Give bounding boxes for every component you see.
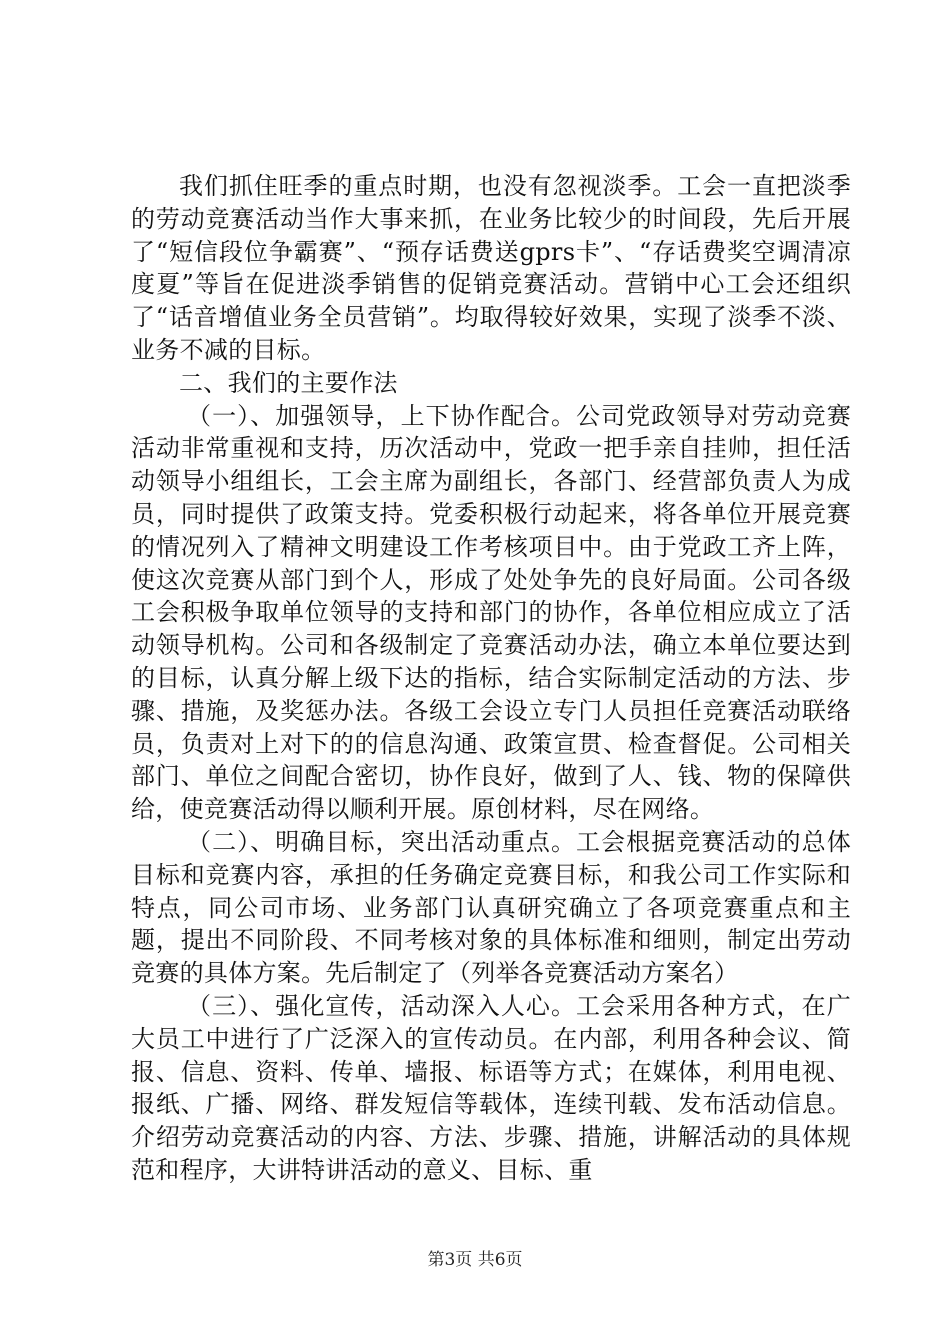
paragraph-publicity: （三）、强化宣传，活动深入人心。工会采用各种方式，在广大员工中进行了广泛深入的宣传动员。在内部，利用各种会议、简报、信息、资料、传单、墙报、标语等方式；在媒体，利用电视、报纸、广播、网络、群发短信等载体，连续刊载、发布活动信息。介绍劳动竞赛活动的内容、方法、步骤、措施，讲解活动的具体规范和程序，大讲特讲活动的意义、目标、重 bbox=[131, 991, 851, 1184]
document-body bbox=[131, 170, 851, 1187]
paragraph-off-season: 我们抓住旺季的重点时期，也没有忽视淡季。工会一直把淡季的劳动竞赛活动当作大事来抓，在业务比较少的时间段，先后开展了“短信段位争霸赛”、“预存话费送gprs卡”、“存话费奖空调清凉度夏”等旨在促进淡季销售的促销竞赛活动。营销中心工会还组织了“话音增值业务全员营销”。均取得较好效果，实现了淡季不淡、业务不减的目标。 bbox=[131, 172, 851, 364]
paragraph-leadership: （一）、加强领导，上下协作配合。公司党政领导对劳动竞赛活动非常重视和支持，历次活动中，党政一把手亲自挂帅，担任活动领导小组组长，工会主席为副组长，各部门、经营部负责人为成员，同时提供了政策支持。党委积极行动起来，将各单位开展竞赛的情况列入了精神文明建设工作考核项目中。由于党政工齐上阵，使这次竞赛从部门到个人，形成了处处争先的良好局面。公司各级工会积极争取单位领导的支持和部门的协作，各单位相应成立了活动领导机构。公司和各级制定了竞赛活动办法，确立本单位要达到的目标，认真分解上级下达的指标，结合实际制定活动的方法、步骤、措施，及奖惩办法。各级工会设立专门人员担任竞赛活动联络员，负责对上对下的的信息沟通、政策宣贯、检查督促。公司相关部门、单位之间配合密切，协作良好，做到了人、钱、物的保障供给，使竞赛活动得以顺利开展。原创材料，尽在网络。 bbox=[131, 401, 851, 824]
page-number-footer: 第3页 共6页 bbox=[427, 1250, 523, 1270]
paragraph-goals: （二）、明确目标，突出活动重点。工会根据竞赛活动的总体目标和竞赛内容，承担的任务确定竞赛目标，和我公司工作实际和特点，同公司市场、业务部门认真研究确立了各项竞赛重点和主题，提出不同阶段、不同考核对象的具体标准和细则，制定出劳动竞赛的具体方案。先后制定了（列举各竞赛活动方案名） bbox=[131, 827, 851, 988]
section-heading-main-methods: 二、我们的主要作法 bbox=[179, 368, 398, 397]
